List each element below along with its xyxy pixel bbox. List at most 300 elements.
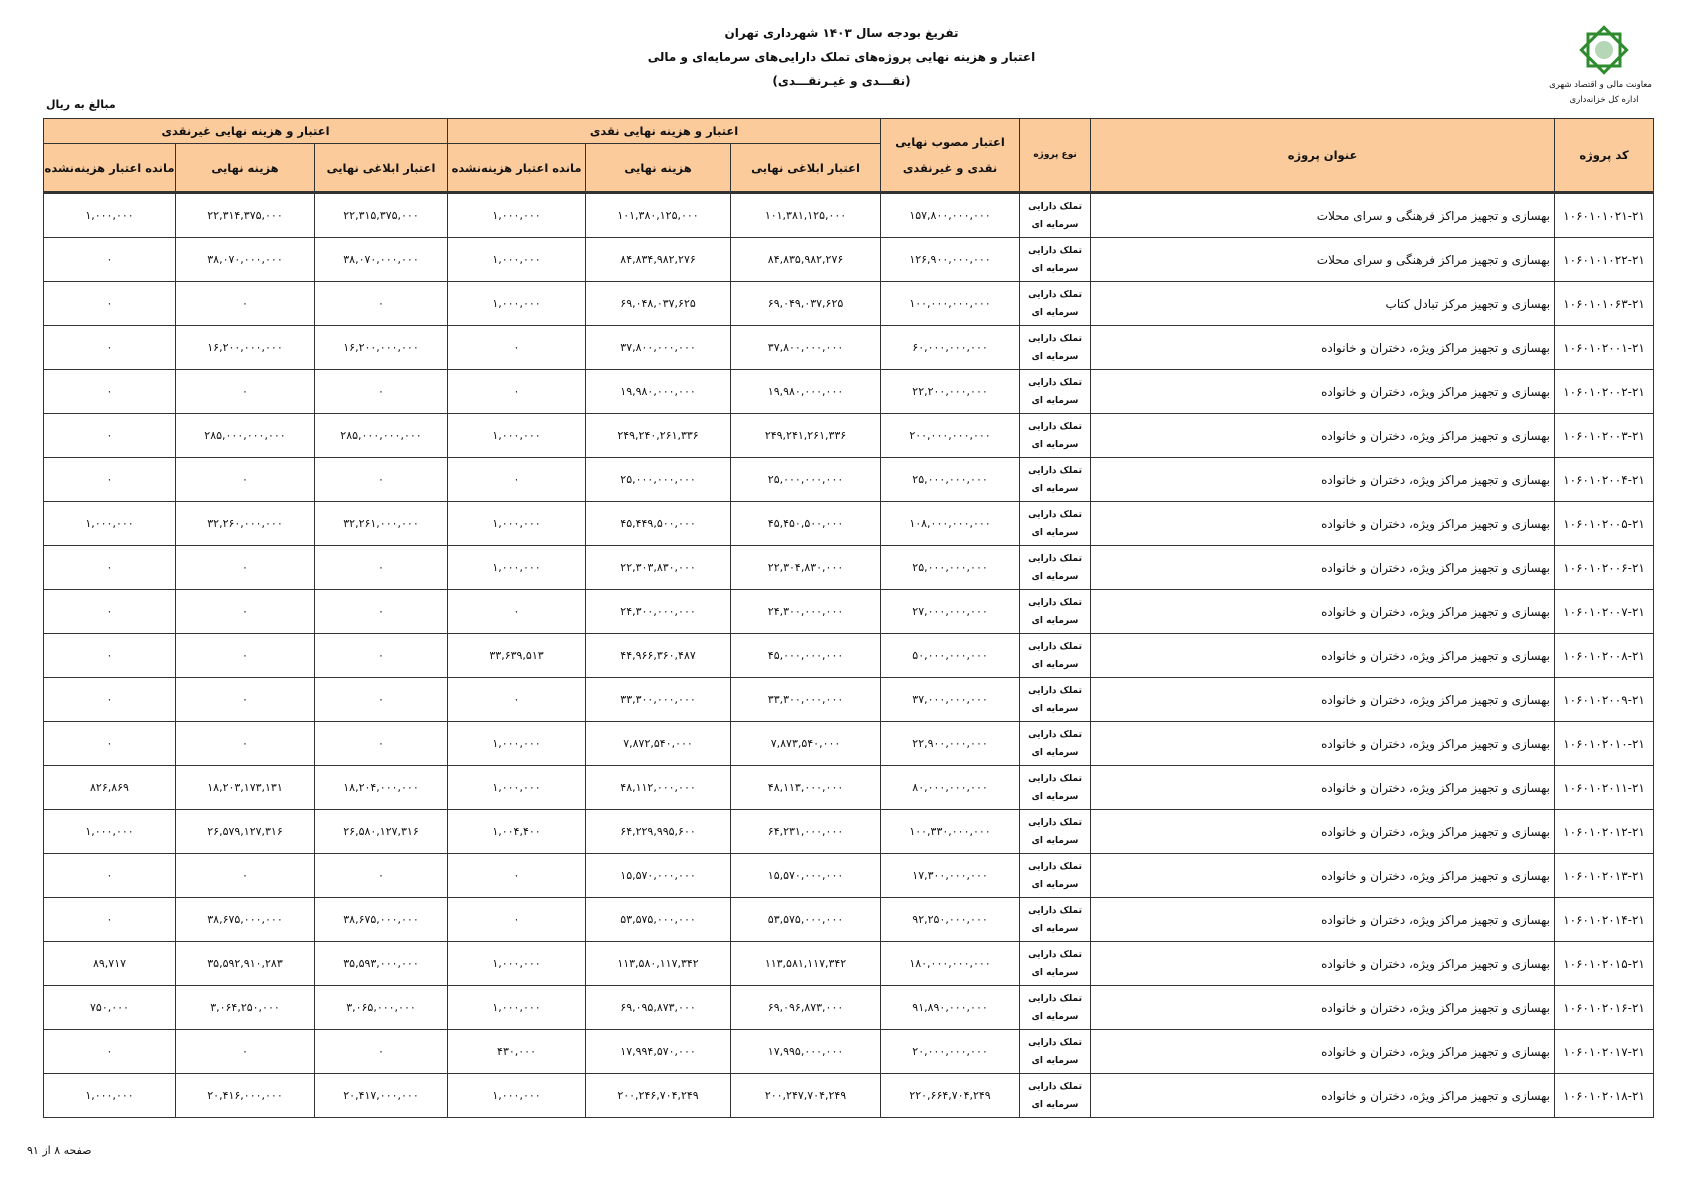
amount: ۱,۰۰۴,۴۰۰ [492, 825, 541, 838]
amount: ۱,۰۰۰,۰۰۰ [85, 825, 134, 838]
cell-cash-final [586, 590, 731, 634]
amount: ۱۱۳,۵۸۱,۱۱۷,۳۴۲ [764, 957, 847, 970]
table-row [44, 986, 1654, 1030]
cell-nc-remaining [44, 678, 176, 722]
amount: ۲۴۹,۲۴۱,۲۶۱,۳۳۶ [764, 429, 847, 442]
cell-nc-notified [315, 282, 448, 326]
project-code [1555, 810, 1654, 854]
amount: ۱۷,۳۰۰,۰۰۰,۰۰۰ [912, 869, 988, 882]
project-code-text: ۱۰۶۰۱۰۲۰۱۷-۲۱ [1563, 1044, 1645, 1059]
cell-nc-notified [315, 414, 448, 458]
amount: ۱,۰۰۰,۰۰۰ [492, 253, 541, 266]
cell-nc-notified [315, 326, 448, 370]
amount: ۳۷,۰۰۰,۰۰۰,۰۰۰ [912, 693, 988, 706]
amount: ۲۴,۳۰۰,۰۰۰,۰۰۰ [767, 605, 844, 618]
project-code-text: ۱۰۶۰۱۰۲۰۰۹-۲۱ [1563, 692, 1645, 707]
cell-cash-notified [731, 193, 881, 238]
cell-nc-remaining [44, 898, 176, 942]
project-type-line2: سرمایه ای [1031, 703, 1079, 714]
amount: ۲۲,۳۱۴,۳۷۵,۰۰۰ [207, 209, 283, 222]
project-code [1555, 546, 1654, 590]
amount: ۰ [378, 693, 384, 706]
project-title: بهسازی و تجهیز مراکز ویژه، دختران و خانواده [1091, 370, 1555, 414]
amount: ۶۴,۲۳۱,۰۰۰,۰۰۰ [767, 825, 844, 838]
amount: ۰ [242, 649, 248, 662]
cell-nc-final [176, 634, 315, 678]
amount: ۴۵,۴۴۹,۵۰۰,۰۰۰ [620, 517, 696, 530]
project-type [1020, 942, 1091, 986]
project-code-text: ۱۰۶۰۱۰۲۰۱۳-۲۱ [1563, 868, 1645, 883]
project-type-line2: سرمایه ای [1031, 1099, 1079, 1110]
amount: ۰ [513, 869, 520, 882]
project-code [1555, 942, 1654, 986]
amount: ۸۲۶,۸۶۹ [90, 781, 129, 794]
project-type [1020, 1030, 1091, 1074]
header-cash-remaining: مانده اعتبار هزینه‌نشده [448, 144, 586, 193]
cell-nc-notified [315, 898, 448, 942]
cell-cash-remaining [448, 414, 586, 458]
project-type-line2: سرمایه ای [1031, 307, 1079, 318]
project-code [1555, 414, 1654, 458]
amount: ۰ [242, 473, 248, 486]
project-type-line2: سرمایه ای [1031, 1011, 1079, 1022]
cell-nc-final [176, 590, 315, 634]
project-type-line2: سرمایه ای [1031, 659, 1079, 670]
project-title: بهسازی و تجهیز مراکز فرهنگی و سرای محلات [1091, 238, 1555, 282]
project-type-line1: تملک دارایی [1028, 421, 1082, 432]
project-type-line2: سرمایه ای [1031, 439, 1079, 450]
cell-nc-notified [315, 678, 448, 722]
amount: ۰ [378, 385, 384, 398]
amount: ۳۸,۶۷۵,۰۰۰,۰۰۰ [207, 913, 283, 926]
cell-cash-final [586, 546, 731, 590]
amount: ۱۰۰,۳۳۰,۰۰۰,۰۰۰ [909, 825, 991, 838]
cell-cash-remaining [448, 634, 586, 678]
amount: ۲۵,۰۰۰,۰۰۰,۰۰۰ [912, 561, 988, 574]
cell-nc-remaining [44, 458, 176, 502]
table-row [44, 854, 1654, 898]
amount: ۲۰,۰۰۰,۰۰۰,۰۰۰ [912, 1045, 988, 1058]
cell-cash-final [586, 810, 731, 854]
amount: ۱,۰۰۰,۰۰۰ [492, 957, 541, 970]
amount: ۳۷,۸۰۰,۰۰۰,۰۰۰ [767, 341, 844, 354]
cell-cash-notified [731, 722, 881, 766]
project-type [1020, 810, 1091, 854]
amount: ۱۶,۲۰۰,۰۰۰,۰۰۰ [343, 341, 419, 354]
cell-nc-remaining [44, 854, 176, 898]
amount: ۹۱,۸۹۰,۰۰۰,۰۰۰ [912, 1001, 988, 1014]
cell-nc-final [176, 1030, 315, 1074]
amount: ۸۰,۰۰۰,۰۰۰,۰۰۰ [912, 781, 988, 794]
project-title: بهسازی و تجهیز مراکز ویژه، دختران و خانواده [1091, 766, 1555, 810]
amount: ۲۵,۰۰۰,۰۰۰,۰۰۰ [620, 473, 696, 486]
amount: ۶۹,۰۴۹,۰۳۷,۶۲۵ [767, 297, 844, 310]
cell-nc-remaining [44, 634, 176, 678]
cell-cash-remaining [448, 326, 586, 370]
table-row [44, 678, 1654, 722]
project-code-text: ۱۰۶۰۱۰۲۰۱۱-۲۱ [1563, 780, 1645, 795]
amount: ۳۵,۵۹۳,۰۰۰,۰۰۰ [343, 957, 419, 970]
amount: ۰ [106, 869, 113, 882]
cell-nc-final [176, 370, 315, 414]
cell-nc-final [176, 678, 315, 722]
amount: ۴۵,۰۰۰,۰۰۰,۰۰۰ [767, 649, 844, 662]
amount: ۳۸,۰۷۰,۰۰۰,۰۰۰ [207, 253, 283, 266]
amount: ۱,۰۰۰,۰۰۰ [492, 517, 541, 530]
amount: ۵۳,۵۷۵,۰۰۰,۰۰۰ [767, 913, 844, 926]
project-type-line1: تملک دارایی [1028, 509, 1082, 520]
amount: ۲۴۹,۲۴۰,۲۶۱,۳۳۶ [617, 429, 699, 442]
project-code [1555, 238, 1654, 282]
cell-cash-remaining [448, 766, 586, 810]
table-row [44, 1074, 1654, 1118]
cell-nc-notified [315, 1030, 448, 1074]
amount: ۲۶,۵۸۰,۱۲۷,۳۱۶ [343, 825, 419, 838]
amount: ۱۹,۹۸۰,۰۰۰,۰۰۰ [620, 385, 696, 398]
project-title: بهسازی و تجهیز مراکز ویژه، دختران و خانواده [1091, 678, 1555, 722]
cell-cash-remaining [448, 1030, 586, 1074]
cell-cash-final [586, 634, 731, 678]
header-noncash-notified: اعتبار ابلاغی نهایی [315, 144, 448, 193]
project-type-line2: سرمایه ای [1031, 923, 1079, 934]
amount: ۲۵,۰۰۰,۰۰۰,۰۰۰ [912, 473, 988, 486]
project-code-text: ۱۰۶۰۱۰۲۰۰۱-۲۱ [1563, 340, 1645, 355]
amount: ۰ [106, 429, 113, 442]
cell-nc-notified [315, 238, 448, 282]
header-approved: اعتبار مصوب نهایی نقدی و غیرنقدی [881, 119, 1020, 193]
amount: ۱۸,۲۰۳,۱۷۳,۱۳۱ [207, 781, 283, 794]
project-code [1555, 766, 1654, 810]
project-title: بهسازی و تجهیز مراکز ویژه، دختران و خانواده [1091, 1074, 1555, 1118]
cell-nc-remaining [44, 810, 176, 854]
cell-cash-notified [731, 590, 881, 634]
amount: ۳۸,۰۷۰,۰۰۰,۰۰۰ [343, 253, 419, 266]
cell-approved [881, 238, 1020, 282]
amount: ۰ [378, 297, 384, 310]
cell-nc-remaining [44, 546, 176, 590]
cell-cash-final [586, 238, 731, 282]
cell-nc-notified [315, 986, 448, 1030]
cell-nc-final [176, 502, 315, 546]
amount: ۲۲,۳۰۴,۸۳۰,۰۰۰ [767, 561, 844, 574]
amount: ۱۸۰,۰۰۰,۰۰۰,۰۰۰ [909, 957, 991, 970]
project-type [1020, 502, 1091, 546]
table-row [44, 370, 1654, 414]
table-row [44, 282, 1654, 326]
amount: ۱,۰۰۰,۰۰۰ [492, 1001, 541, 1014]
amount: ۲۰۰,۰۰۰,۰۰۰,۰۰۰ [909, 429, 991, 442]
cell-approved [881, 1030, 1020, 1074]
table-row [44, 810, 1654, 854]
project-type-line2: سرمایه ای [1031, 747, 1079, 758]
amount: ۶۹,۰۹۶,۸۷۳,۰۰۰ [767, 1001, 844, 1014]
cell-cash-final [586, 1030, 731, 1074]
amount: ۰ [378, 473, 384, 486]
amount: ۱,۰۰۰,۰۰۰ [85, 517, 134, 530]
cell-cash-notified [731, 678, 881, 722]
cell-cash-notified [731, 502, 881, 546]
project-type-line1: تملک دارایی [1028, 377, 1082, 388]
amount: ۲۵,۰۰۰,۰۰۰,۰۰۰ [767, 473, 844, 486]
amount: ۰ [106, 385, 113, 398]
cell-nc-remaining [44, 986, 176, 1030]
project-title: بهسازی و تجهیز مراکز ویژه، دختران و خانواده [1091, 986, 1555, 1030]
table-row [44, 238, 1654, 282]
table-row [44, 193, 1654, 238]
cell-approved [881, 1074, 1020, 1118]
project-code [1555, 326, 1654, 370]
amount: ۰ [106, 341, 113, 354]
cell-cash-notified [731, 326, 881, 370]
project-type-line1: تملک دارایی [1028, 949, 1082, 960]
amount: ۰ [513, 473, 520, 486]
cell-nc-remaining [44, 282, 176, 326]
amount: ۳۳,۳۰۰,۰۰۰,۰۰۰ [620, 693, 696, 706]
project-type [1020, 414, 1091, 458]
amount: ۱۹,۹۸۰,۰۰۰,۰۰۰ [767, 385, 844, 398]
project-type-line2: سرمایه ای [1031, 351, 1079, 362]
project-type-line2: سرمایه ای [1031, 395, 1079, 406]
amount: ۷,۸۷۲,۵۴۰,۰۰۰ [623, 737, 693, 750]
project-code-text: ۱۰۶۰۱۰۲۰۱۸-۲۱ [1563, 1088, 1645, 1103]
amount: ۳۳,۶۳۹,۵۱۳ [489, 649, 544, 662]
cell-cash-final [586, 193, 731, 238]
cell-nc-final [176, 766, 315, 810]
cell-nc-final [176, 546, 315, 590]
amount: ۵۰,۰۰۰,۰۰۰,۰۰۰ [912, 649, 988, 662]
project-type-line2: سرمایه ای [1031, 527, 1079, 538]
project-code-text: ۱۰۶۰۱۰۲۰۰۳-۲۱ [1563, 428, 1645, 443]
cell-cash-final [586, 898, 731, 942]
cell-approved [881, 370, 1020, 414]
header-noncash-group: اعتبار و هزینه نهایی غیرنقدی [44, 119, 448, 144]
table-row [44, 546, 1654, 590]
amount: ۲۰,۴۱۶,۰۰۰,۰۰۰ [207, 1089, 283, 1102]
header-type: نوع پروژه [1020, 119, 1091, 193]
amount: ۶۰,۰۰۰,۰۰۰,۰۰۰ [912, 341, 988, 354]
cell-cash-remaining [448, 282, 586, 326]
project-code [1555, 1030, 1654, 1074]
project-type-line2: سرمایه ای [1031, 263, 1079, 274]
cell-approved [881, 502, 1020, 546]
amount: ۰ [106, 913, 113, 926]
org-name: معاونت مالی و اقتصاد شهری [1549, 80, 1652, 90]
cell-cash-notified [731, 414, 881, 458]
cell-cash-notified [731, 986, 881, 1030]
project-type-line1: تملک دارایی [1028, 729, 1082, 740]
amount: ۰ [106, 649, 113, 662]
cell-nc-final [176, 986, 315, 1030]
project-code [1555, 1074, 1654, 1118]
amount: ۰ [378, 605, 384, 618]
cell-cash-notified [731, 370, 881, 414]
amount: ۱۱۳,۵۸۰,۱۱۷,۳۴۲ [617, 957, 699, 970]
table-row [44, 414, 1654, 458]
amount: ۳۸,۶۷۵,۰۰۰,۰۰۰ [343, 913, 419, 926]
amount: ۲۰۰,۲۴۷,۷۰۴,۲۴۹ [764, 1089, 847, 1102]
cell-cash-notified [731, 282, 881, 326]
project-type [1020, 634, 1091, 678]
cell-cash-final [586, 1074, 731, 1118]
cell-cash-remaining [448, 546, 586, 590]
cell-cash-remaining [448, 810, 586, 854]
cell-approved [881, 458, 1020, 502]
cell-cash-remaining [448, 238, 586, 282]
amount: ۰ [513, 385, 520, 398]
project-code [1555, 282, 1654, 326]
table-row [44, 326, 1654, 370]
cell-nc-notified [315, 590, 448, 634]
amount: ۲۶,۵۷۹,۱۲۷,۳۱۶ [207, 825, 283, 838]
amount: ۱۷,۹۹۵,۰۰۰,۰۰۰ [767, 1045, 844, 1058]
table-row [44, 942, 1654, 986]
project-code [1555, 370, 1654, 414]
project-title: بهسازی و تجهیز مراکز ویژه، دختران و خانواده [1091, 898, 1555, 942]
amount: ۱۰۱,۳۸۰,۱۲۵,۰۰۰ [617, 209, 699, 222]
cell-nc-notified [315, 370, 448, 414]
project-code [1555, 502, 1654, 546]
cell-approved [881, 546, 1020, 590]
cell-nc-final [176, 326, 315, 370]
header-cash-notified: اعتبار ابلاغی نهایی [731, 144, 881, 193]
cell-nc-notified [315, 722, 448, 766]
amount: ۳۷,۸۰۰,۰۰۰,۰۰۰ [620, 341, 696, 354]
cell-approved [881, 942, 1020, 986]
amount: ۴۴,۹۶۶,۳۶۰,۴۸۷ [620, 649, 696, 662]
amount: ۱۰۱,۳۸۱,۱۲۵,۰۰۰ [764, 209, 847, 222]
amount: ۲۷,۰۰۰,۰۰۰,۰۰۰ [912, 605, 988, 618]
cell-cash-final [586, 722, 731, 766]
amount: ۰ [106, 253, 113, 266]
project-type-line1: تملک دارایی [1028, 1037, 1082, 1048]
amount: ۲۲,۳۰۳,۸۳۰,۰۰۰ [620, 561, 696, 574]
project-title: بهسازی و تجهیز مراکز ویژه، دختران و خانواده [1091, 502, 1555, 546]
cell-nc-final [176, 722, 315, 766]
amount: ۶۹,۰۹۵,۸۷۳,۰۰۰ [620, 1001, 696, 1014]
cell-cash-final [586, 326, 731, 370]
project-type-line1: تملک دارایی [1028, 245, 1082, 256]
report-subtitle-type: (نقـــدی و غیـرنقـــدی) [772, 74, 911, 88]
project-code [1555, 193, 1654, 238]
amount: ۳۵,۵۹۲,۹۱۰,۲۸۳ [207, 957, 283, 970]
cell-nc-final [176, 854, 315, 898]
project-title: بهسازی و تجهیز مراکز ویژه، دختران و خانواده [1091, 634, 1555, 678]
amount: ۱,۰۰۰,۰۰۰ [85, 209, 134, 222]
cell-cash-remaining [448, 370, 586, 414]
project-type [1020, 193, 1091, 238]
cell-nc-remaining [44, 722, 176, 766]
project-type-line1: تملک دارایی [1028, 773, 1082, 784]
cell-nc-remaining [44, 502, 176, 546]
header-cash-final: هزینه نهایی [586, 144, 731, 193]
cell-approved [881, 986, 1020, 1030]
header-cash-group: اعتبار و هزینه نهایی نقدی [448, 119, 881, 144]
project-code-text: ۱۰۶۰۱۰۲۰۱۰-۲۱ [1563, 736, 1645, 751]
cell-cash-notified [731, 942, 881, 986]
amount: ۱,۰۰۰,۰۰۰ [492, 429, 541, 442]
tehran-logo-icon [1576, 22, 1632, 78]
amount: ۰ [513, 341, 520, 354]
amount: ۸۹,۷۱۷ [92, 957, 127, 970]
amount: ۱,۰۰۰,۰۰۰ [492, 781, 541, 794]
cell-cash-notified [731, 458, 881, 502]
amount: ۰ [242, 297, 248, 310]
municipality-logo [1549, 22, 1652, 108]
project-title: بهسازی و تجهیز مراکز ویژه، دختران و خانواده [1091, 590, 1555, 634]
project-code [1555, 986, 1654, 1030]
project-type [1020, 898, 1091, 942]
cell-nc-remaining [44, 414, 176, 458]
amount: ۰ [106, 297, 113, 310]
table-row [44, 590, 1654, 634]
cell-cash-notified [731, 1030, 881, 1074]
cell-approved [881, 590, 1020, 634]
amount: ۰ [106, 473, 113, 486]
amount: ۰ [242, 693, 248, 706]
amount: ۰ [106, 1045, 113, 1058]
header-noncash-final: هزینه نهایی [176, 144, 315, 193]
cell-nc-notified [315, 942, 448, 986]
cell-nc-final [176, 238, 315, 282]
project-title: بهسازی و تجهیز مراکز ویژه، دختران و خانواده [1091, 458, 1555, 502]
project-code-text: ۱۰۶۰۱۰۲۰۰۶-۲۱ [1563, 560, 1645, 575]
project-type [1020, 458, 1091, 502]
project-title: بهسازی و تجهیز مراکز ویژه، دختران و خانواده [1091, 942, 1555, 986]
project-type-line1: تملک دارایی [1028, 817, 1082, 828]
amount: ۲۰۰,۲۴۶,۷۰۴,۲۴۹ [617, 1089, 699, 1102]
project-code-text: ۱۰۶۰۱۰۲۰۰۸-۲۱ [1563, 648, 1645, 663]
cell-cash-notified [731, 810, 881, 854]
amount: ۱,۰۰۰,۰۰۰ [492, 737, 541, 750]
project-code-text: ۱۰۶۰۱۰۱۰۶۳-۲۱ [1563, 296, 1645, 311]
project-type [1020, 282, 1091, 326]
amount: ۳۲,۲۶۱,۰۰۰,۰۰۰ [343, 517, 419, 530]
cell-cash-notified [731, 634, 881, 678]
cell-cash-remaining [448, 942, 586, 986]
cell-approved [881, 810, 1020, 854]
cell-approved [881, 282, 1020, 326]
cell-cash-remaining [448, 854, 586, 898]
amount: ۱,۰۰۰,۰۰۰ [492, 297, 541, 310]
cell-nc-remaining [44, 326, 176, 370]
project-code [1555, 590, 1654, 634]
cell-nc-final [176, 458, 315, 502]
amount: ۶۴,۲۲۹,۹۹۵,۶۰۰ [620, 825, 696, 838]
table-row [44, 1030, 1654, 1074]
project-code-text: ۱۰۶۰۱۰۱۰۲۱-۲۱ [1563, 208, 1645, 223]
amount: ۶۹,۰۴۸,۰۳۷,۶۲۵ [620, 297, 696, 310]
project-type-line1: تملک دارایی [1028, 641, 1082, 652]
cell-nc-final [176, 1074, 315, 1118]
project-code-text: ۱۰۶۰۱۰۲۰۰۲-۲۱ [1563, 384, 1645, 399]
project-title: بهسازی و تجهیز مراکز ویژه، دختران و خانواده [1091, 810, 1555, 854]
cell-nc-remaining [44, 193, 176, 238]
report-subtitle: اعتبار و هزینه نهایی پروژه‌های تملک دارایی‌های سرمایه‌ای و مالی [647, 50, 1036, 64]
project-title: بهسازی و تجهیز مراکز ویژه، دختران و خانواده [1091, 546, 1555, 590]
project-code [1555, 634, 1654, 678]
project-code [1555, 678, 1654, 722]
cell-nc-remaining [44, 238, 176, 282]
project-code-text: ۱۰۶۰۱۰۲۰۱۶-۲۱ [1563, 1000, 1645, 1015]
amount: ۱۲۶,۹۰۰,۰۰۰,۰۰۰ [909, 253, 991, 266]
cell-nc-remaining [44, 942, 176, 986]
amount: ۲۲,۲۰۰,۰۰۰,۰۰۰ [912, 385, 988, 398]
cell-approved [881, 898, 1020, 942]
table-row [44, 458, 1654, 502]
amount: ۲۸۵,۰۰۰,۰۰۰,۰۰۰ [204, 429, 286, 442]
project-code-text: ۱۰۶۰۱۰۲۰۱۴-۲۱ [1563, 912, 1645, 927]
cell-approved [881, 722, 1020, 766]
